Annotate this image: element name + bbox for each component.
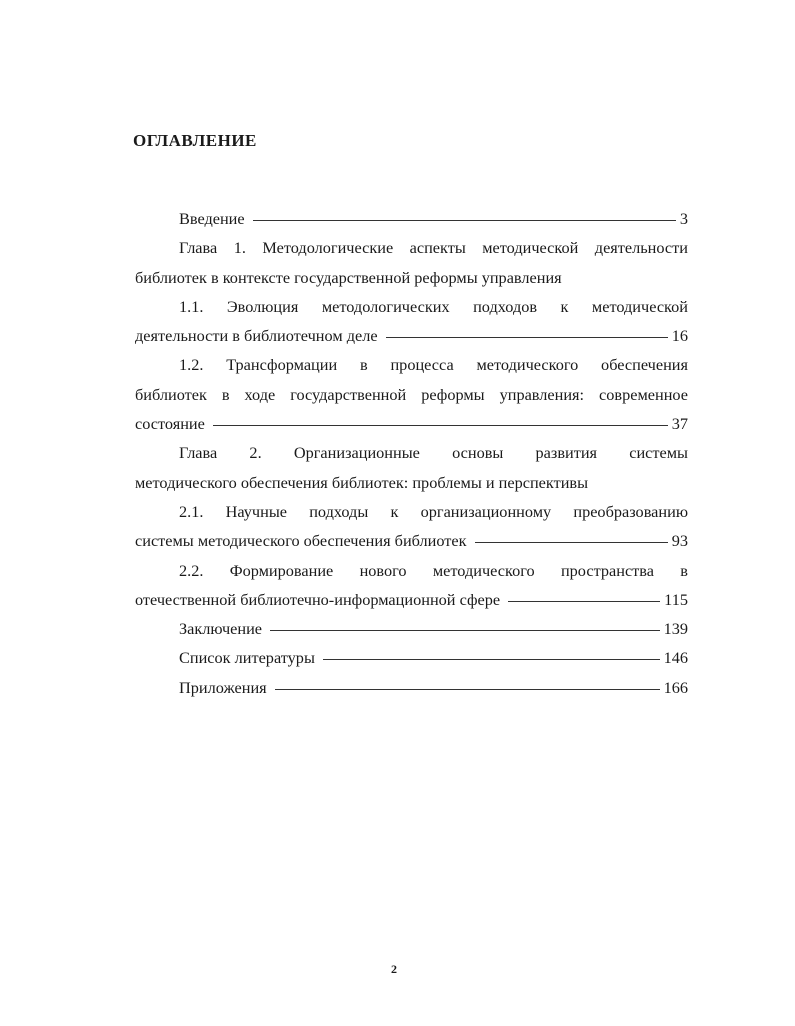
toc-entry-label: Введение — [179, 209, 245, 228]
toc-page-number: 139 — [663, 619, 688, 639]
toc-leader — [323, 659, 660, 660]
toc-leader — [270, 630, 660, 631]
toc-leader — [275, 689, 660, 690]
toc-entry-text: отечественной библиотечно-информационной сфере — [135, 589, 501, 609]
toc-entry-conclusion[interactable] — [135, 614, 688, 643]
toc-entry-intro[interactable] — [135, 204, 688, 233]
toc-page-number: 3 — [679, 209, 688, 228]
toc-entry-text: методического обеспечения библиотек: проблемы и перспективы — [135, 472, 589, 492]
toc-page-number: 93 — [671, 531, 688, 551]
toc-page-number: 166 — [663, 677, 688, 697]
page-title: ОГЛАВЛЕНИЕ — [133, 131, 257, 150]
toc-entry-2-1[interactable] — [135, 497, 688, 556]
toc-leader — [386, 337, 668, 338]
table-of-contents — [135, 204, 688, 702]
toc-leader — [508, 601, 660, 602]
toc-entry-chapter2[interactable] — [135, 438, 688, 497]
toc-entry-text: системы методического обеспечения библиотек — [135, 531, 467, 551]
toc-entry-line: Глава 2. Организационные основы развития системы — [179, 443, 688, 463]
toc-leader — [253, 220, 676, 221]
toc-entry-line: 2.1. Научные подходы к организационному преобразованию — [179, 501, 688, 521]
toc-entry-line: 2.2. Формирование нового методического пространства в — [179, 560, 688, 580]
page-number: 2 — [391, 962, 397, 976]
toc-entry-text: библиотек в контексте государственной реформы управления — [135, 267, 562, 287]
toc-entry-line: 1.2. Трансформации в процесса методического обеспечения — [179, 355, 688, 375]
toc-leader — [475, 542, 668, 543]
toc-entry-line — [135, 468, 688, 497]
toc-page-number: 16 — [671, 326, 688, 346]
toc-entry-line — [135, 409, 688, 438]
toc-entry-line: Глава 1. Методологические аспекты методической деятельности — [179, 238, 688, 258]
toc-page-number: 37 — [671, 414, 688, 434]
toc-entry-label: Приложения — [179, 677, 267, 697]
toc-page-number: 146 — [663, 648, 688, 668]
toc-entry-label: Список литературы — [179, 648, 315, 668]
toc-entry-text: состояние — [135, 414, 205, 434]
toc-entry-line — [135, 263, 688, 292]
toc-entry-label: Заключение — [179, 619, 263, 639]
toc-entry-2-2[interactable] — [135, 556, 688, 615]
toc-entry-1-1[interactable] — [135, 292, 688, 351]
toc-entry-1-2[interactable] — [135, 350, 688, 438]
toc-entry-chapter1[interactable] — [135, 233, 688, 292]
toc-entry-text: деятельности в библиотечном деле — [135, 326, 378, 346]
toc-entry-line — [135, 526, 688, 555]
toc-entry-line: библиотек в ходе государственной реформы управления: современное — [135, 384, 688, 404]
toc-page-number: 115 — [664, 589, 688, 609]
toc-entry-line — [135, 321, 688, 350]
toc-entry-references[interactable] — [135, 643, 688, 672]
toc-leader — [213, 425, 668, 426]
toc-entry-line — [135, 585, 688, 614]
toc-entry-line: 1.1. Эволюция методологических подходов к методической — [179, 296, 688, 316]
toc-entry-appendices[interactable] — [135, 673, 688, 702]
